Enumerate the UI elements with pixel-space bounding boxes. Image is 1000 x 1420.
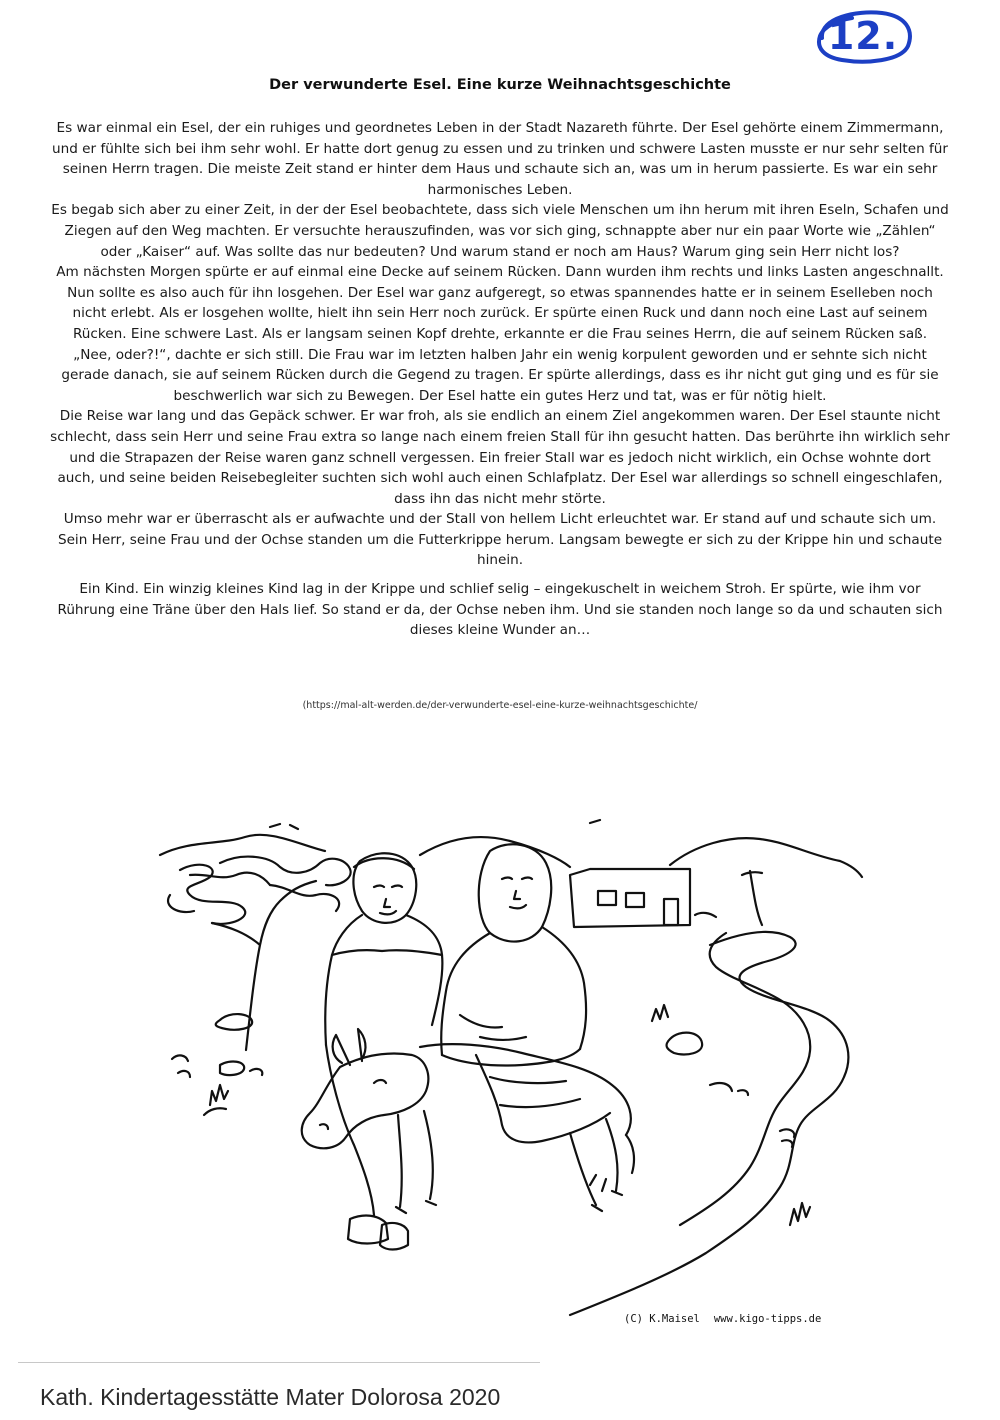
credit-website: www.kigo-tipps.de: [713, 1313, 822, 1325]
page-number-badge: [808, 6, 918, 66]
story-paragraph-6: Umso mehr war er überrascht als er aufwachte und der Stall von hellem Licht erleuchtet war. Er stand auf und schaute sich um. Sein Herr, seine Frau und der Ochse standen um die Futterkrippe herum. Langsam bewegte er sich zu der Krippe hin und schaute hinein.: [57, 511, 943, 569]
story-body: [50, 118, 950, 641]
footer-text: Kath. Kindertagesstätte Mater Dolorosa 2020: [40, 1384, 501, 1410]
story-paragraph-7: Ein Kind. Ein winzig kleines Kind lag in der Krippe und schlief selig – eingekuschelt in weichem Stroh. Er spürte, wie ihm vor Rührung eine Träne über den Hals lief. So stand er da, der Ochse neben ihm. Und sie standen noch lange so da und schauten sich dieses kleine Wunder an…: [57, 581, 943, 639]
story-title: Der verwunderte Esel. Eine kurze Weihnachtsgeschichte: [269, 77, 731, 93]
page-number: 12.: [827, 14, 899, 58]
source-url: (https://mal-alt-werden.de/der-verwunderte-esel-eine-kurze-weihnachtsgeschichte/: [302, 700, 698, 711]
footer-divider: [18, 1362, 540, 1363]
mary-joseph-donkey-drawing-icon: [150, 815, 870, 1340]
story-paragraph-1: Es war einmal ein Esel, der ein ruhiges und geordnetes Leben in der Stadt Nazareth führte. Der Esel gehörte einem Zimmermann, und er fühlte sich bei ihm sehr wohl. Er hatte dort genug zu essen und zu trinken und schwere Lasten musste er nur sehr selten für seinen Herrn tragen. Die meiste Zeit stand er hinter dem Haus und schaute sich an, was um in herum passierte. Es war ein sehr harmonisches Leben.: [51, 120, 948, 198]
copyright-text: (C) K.Maisel: [624, 1313, 700, 1325]
story-paragraph-4: „Nee, oder?!“, dachte er sich still. Die Frau war im letzten halben Jahr ein wenig korpulent geworden und er sehnte sich nicht gerade danach, sie auf seinem Rücken durch die Gegend zu tragen. Er spürte allerdings, dass es ihr nicht gut ging und es für sie beschwerlich war sich zu Bewegen. Der Esel hatte ein gutes Herz und tat, was er für nötig hielt.: [61, 346, 939, 404]
nativity-journey-illustration: [150, 815, 870, 1340]
story-paragraph-3: Am nächsten Morgen spürte er auf einmal eine Decke auf seinem Rücken. Dann wurden ihm rechts und links Lasten angeschnallt. Nun sollte es also auch für ihn losgehen. Der Esel war ganz aufgeregt, so etwas spannendes hatte er in seinem Eselleben noch nicht erlebt. Als er losgehen wollte, hielt ihn sein Herr noch zurück. Er spürte einen Ruck und dann noch eine Last auf seinem Rücken. Eine schwere Last. Als er langsam seinen Kopf drehte, erkannte er die Frau seines Herrn, die auf seinem Rücken saß.: [56, 264, 944, 342]
story-paragraph-2: Es begab sich aber zu einer Zeit, in der der Esel beobachtete, dass sich viele Menschen um ihn herum mit ihren Eseln, Schafen und Ziegen auf den Weg machten. Er versuchte herauszufinden, was vor sich ging, schnappte aber nur ein paar Worte wie „Zählen“ oder „Kaiser“ auf. Was sollte das nur bedeuten? Und warum stand er noch am Haus? Warum ging sein Herr nicht los?: [51, 202, 949, 260]
story-paragraph-5: Die Reise war lang und das Gepäck schwer. Er war froh, als sie endlich an einem Ziel angekommen waren. Der Esel staunte nicht schlecht, dass sein Herr und seine Frau extra so lange nach einem freien Stall für ihn gesucht hatten. Das berührte ihn wirklich sehr und die Strapazen der Reise waren ganz schnell vergessen. Ein freier Stall war es jedoch nicht wirklich, ein Ochse wohnte dort auch, und seine beiden Reisebegleiter suchten sich wohl auch einen Schlafplatz. Der Esel war allerdings so schnell eingeschlafen, dass ihn das nicht mehr störte.: [50, 408, 950, 507]
illustration-credit: [624, 1313, 821, 1325]
